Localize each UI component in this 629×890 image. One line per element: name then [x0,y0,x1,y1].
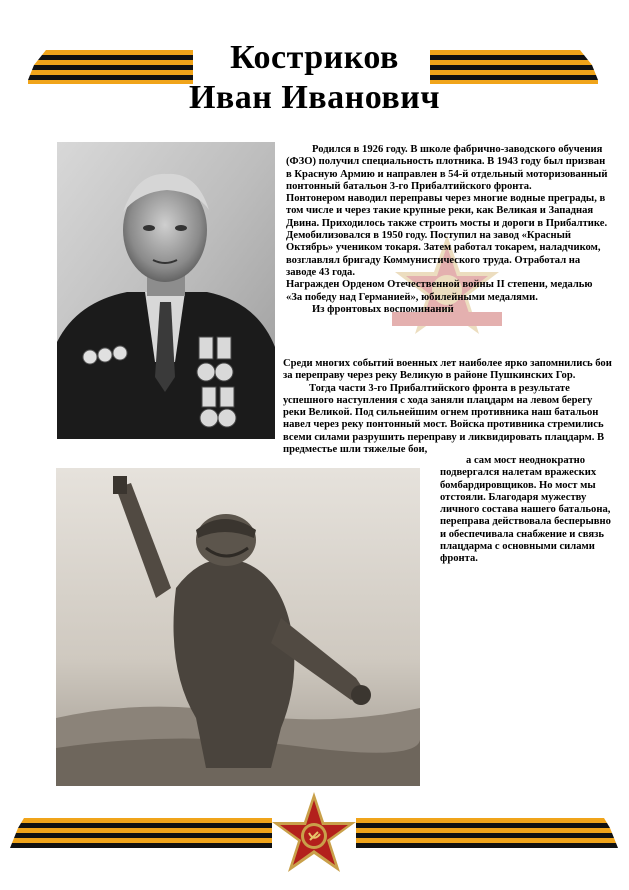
st-george-ribbon-icon [10,818,272,848]
order-of-patriotic-war-icon [268,792,360,882]
war-photo [56,468,420,786]
memoirs-text-wide [283,358,615,456]
memoirs-text-narrow [440,455,615,566]
biography-paragraph: Демобилизовался в 1950 году. Поступил на завод «Красный Октябрь» учеником токаря. Затем работал токарем, наладчиком, возглавлял бригаду Коммунистического труда. Отработал на заводе 43 года. [286,230,601,278]
st-george-ribbon-icon [356,818,618,848]
biography-paragraph: Награжден Орденом Отечественной войны II степени, медалью «За победу над Германией», юбилейными медалями. [286,279,593,303]
biography-paragraph: Понтонером наводил переправы через многие водные преграды, в том числе и через такие крупные реки, как Великая и Западная Двина. Приходилось также строить мосты и дороги в Прибалтике. [286,193,608,229]
title-given-names: Иван Иванович [188,79,441,116]
biography-text [286,144,610,316]
page-title [130,38,499,118]
memoirs-paragraph: а сам мост неоднократно подвергался налетам вражеских бомбардировщиков. Но мост мы отстояли. Благодаря мужеству личного состава нашего батальона, переправа действовала бесперывно и обеспечивала снабжение и связь плацдарма с основными силами фронта. [440,455,611,565]
st-george-ribbon-bottom-right [356,818,618,848]
bottom-order-emblem [268,792,360,887]
st-george-ribbon-bottom-left [10,818,272,848]
memoirs-intro: Среди многих событий военных лет наиболее ярко запомнились бои за переправу через реку Великую в районе Пушкинских Гор. [283,358,612,382]
memoirs-paragraph: Тогда части 3-го Прибалтийского фронта в результате успешного наступления с хода заняли плацдарм на левом берегу реки Великой. Под сильнейшим огнем противника наш батальон навел через реку понтонный мост. Войска противника стремились всеми силами разрушить переправу и ликвидировать плацдарм. В предместье шли тяжелые бои, [283,382,605,456]
portrait-photo [57,142,275,439]
memoirs-heading: Из фронтовых воспоминаний [312,303,454,315]
biography-paragraph: Родился в 1926 году. В школе фабрично-заводского обучения (ФЗО) получил специальность плотника. В 1943 году был призван в Красную Армию и направлен в 54-й отдельный моторизованный понтонный батальон 3-го Прибалтийского фронта. [286,144,608,192]
title-surname: Костриков [230,39,399,76]
